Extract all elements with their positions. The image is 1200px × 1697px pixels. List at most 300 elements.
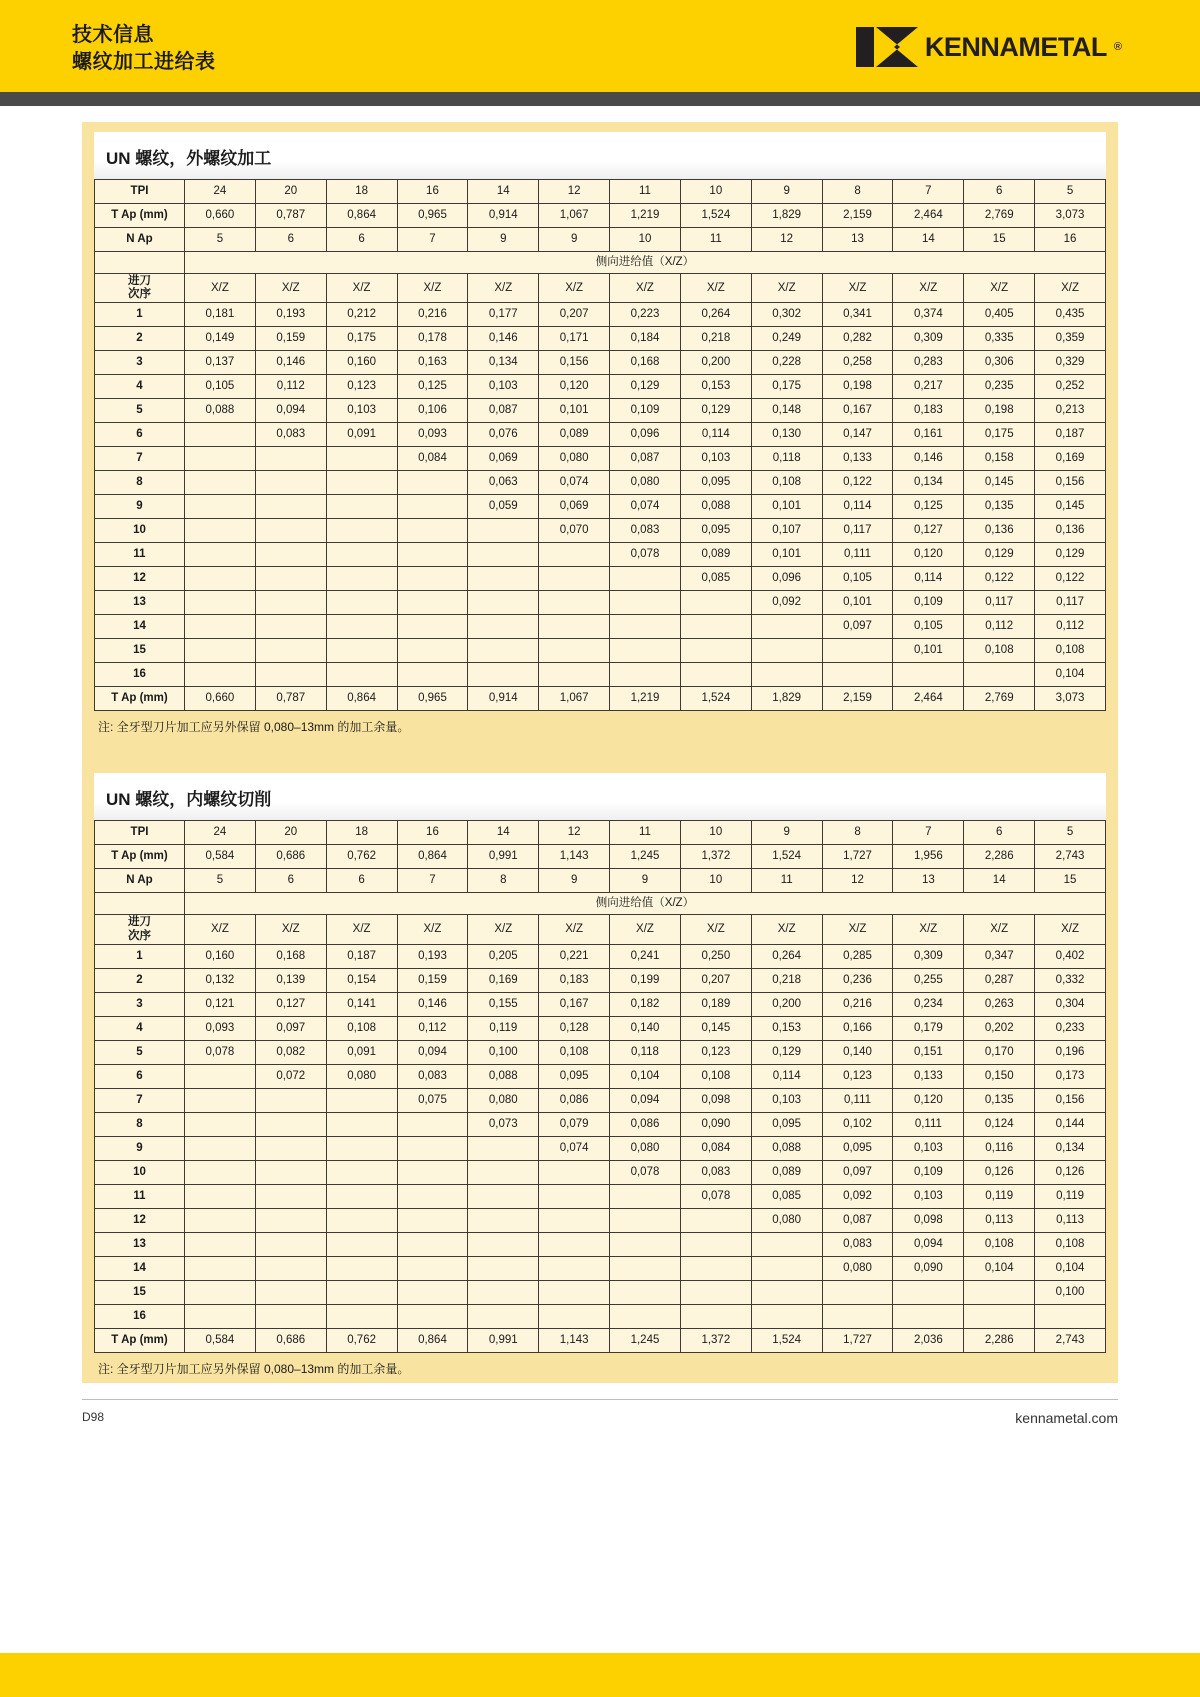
feed-value: 0,093 (397, 423, 468, 447)
feed-value: 0,114 (751, 1064, 822, 1088)
feed-value (468, 1304, 539, 1328)
feed-value: 0,128 (539, 1016, 610, 1040)
feed-value (539, 615, 610, 639)
pass-number: 16 (95, 1304, 185, 1328)
registered-trademark-icon: ® (1113, 41, 1122, 53)
feed-value: 0,089 (751, 1160, 822, 1184)
feed-value: 0,207 (680, 968, 751, 992)
table-row (95, 423, 1106, 447)
tap-value: 0,965 (397, 204, 468, 228)
feed-value (185, 1256, 256, 1280)
feed-value: 0,402 (1035, 944, 1106, 968)
feed-value (468, 591, 539, 615)
table-row (95, 519, 1106, 543)
tap-footer-value: 2,769 (964, 687, 1035, 711)
feed-value: 0,070 (539, 519, 610, 543)
tap-value: 1,067 (539, 204, 610, 228)
tap-footer-value: 1,727 (822, 1328, 893, 1352)
feed-value: 0,139 (255, 968, 326, 992)
xz-header: X/Z (185, 274, 256, 303)
tap-value: 0,660 (185, 204, 256, 228)
feed-value: 0,108 (326, 1016, 397, 1040)
feed-value: 0,149 (185, 327, 256, 351)
feed-value: 0,134 (468, 351, 539, 375)
feed-value (397, 567, 468, 591)
pass-number: 6 (95, 423, 185, 447)
tpi-value: 11 (610, 821, 681, 845)
tpi-value: 24 (185, 180, 256, 204)
feed-value: 0,200 (680, 351, 751, 375)
tap-footer-value: 0,914 (468, 687, 539, 711)
feed-value (397, 1304, 468, 1328)
feed-value (751, 1232, 822, 1256)
feed-value: 0,156 (1035, 471, 1106, 495)
nap-value: 9 (539, 869, 610, 893)
feed-value: 0,129 (680, 399, 751, 423)
feed-value: 0,347 (964, 944, 1035, 968)
row-tap (95, 204, 1106, 228)
feed-value: 0,146 (255, 351, 326, 375)
header-spacer (0, 106, 1200, 122)
feed-value: 0,168 (610, 351, 681, 375)
feed-value (751, 615, 822, 639)
xz-header: X/Z (893, 274, 964, 303)
tpi-value: 11 (610, 180, 681, 204)
feed-value (751, 1256, 822, 1280)
feed-value (680, 615, 751, 639)
table-row (95, 399, 1106, 423)
xz-header: X/Z (539, 274, 610, 303)
feed-value (185, 423, 256, 447)
feed-value (397, 1256, 468, 1280)
feed-value (822, 639, 893, 663)
table-row (95, 543, 1106, 567)
feed-value (255, 1136, 326, 1160)
feed-value: 0,083 (822, 1232, 893, 1256)
feed-value: 0,198 (964, 399, 1035, 423)
feed-value: 0,207 (539, 303, 610, 327)
feed-value: 0,111 (822, 1088, 893, 1112)
feed-value (822, 1280, 893, 1304)
tap-value: 0,787 (255, 204, 326, 228)
section-external-threading (82, 122, 1118, 741)
feed-value (326, 1304, 397, 1328)
feed-value: 0,241 (610, 944, 681, 968)
side-feed-label: 侧向进给值（X/Z） (185, 252, 1106, 274)
feed-value: 0,120 (893, 543, 964, 567)
xz-header: X/Z (751, 274, 822, 303)
tpi-value: 24 (185, 821, 256, 845)
feed-value: 0,147 (822, 423, 893, 447)
xz-header: X/Z (397, 274, 468, 303)
feed-value: 0,145 (1035, 495, 1106, 519)
feed-value (610, 639, 681, 663)
feed-value: 0,127 (255, 992, 326, 1016)
logo-wordmark: KENNAMETAL (924, 31, 1107, 62)
feed-value: 0,167 (822, 399, 893, 423)
label-pass-order: 进刀 次序 (95, 274, 185, 303)
pass-number: 12 (95, 567, 185, 591)
feed-value: 0,095 (539, 1064, 610, 1088)
tpi-value: 7 (893, 821, 964, 845)
tap-footer-value: 2,159 (822, 687, 893, 711)
nap-value: 11 (751, 869, 822, 893)
feed-value: 0,182 (610, 992, 681, 1016)
pass-number: 5 (95, 1040, 185, 1064)
feed-value: 0,167 (539, 992, 610, 1016)
feed-value (326, 1256, 397, 1280)
feed-value: 0,302 (751, 303, 822, 327)
feed-value: 0,098 (893, 1208, 964, 1232)
label-nap: N Ap (95, 869, 185, 893)
feed-value: 0,405 (964, 303, 1035, 327)
feed-value: 0,076 (468, 423, 539, 447)
feed-value (610, 663, 681, 687)
feed-value: 0,123 (680, 1040, 751, 1064)
feed-value: 0,250 (680, 944, 751, 968)
xz-header: X/Z (326, 915, 397, 944)
feed-value: 0,264 (680, 303, 751, 327)
feed-value (751, 1280, 822, 1304)
xz-header: X/Z (610, 915, 681, 944)
tap-value: 0,686 (255, 845, 326, 869)
feed-value (468, 1184, 539, 1208)
feed-value: 0,309 (893, 944, 964, 968)
feed-value: 0,304 (1035, 992, 1106, 1016)
feed-value: 0,159 (255, 327, 326, 351)
pass-number: 1 (95, 303, 185, 327)
tap-value: 1,245 (610, 845, 681, 869)
feed-value: 0,150 (964, 1064, 1035, 1088)
feed-value: 0,134 (893, 471, 964, 495)
feed-value (326, 1136, 397, 1160)
section1-title: UN 螺纹，外螺纹加工 (94, 132, 1106, 179)
label-tap: T Ap (mm) (95, 204, 185, 228)
feed-value (893, 1304, 964, 1328)
feed-value (680, 1232, 751, 1256)
tap-footer-value: 1,143 (539, 1328, 610, 1352)
nap-value: 6 (326, 869, 397, 893)
tap-footer-value: 1,245 (610, 1328, 681, 1352)
feed-value: 0,119 (468, 1016, 539, 1040)
section-internal-threading (82, 763, 1118, 1382)
feed-value: 0,106 (397, 399, 468, 423)
feed-value (610, 1304, 681, 1328)
feed-value (326, 471, 397, 495)
feed-value: 0,111 (893, 1112, 964, 1136)
feed-value: 0,117 (964, 591, 1035, 615)
feed-value (893, 663, 964, 687)
tap-footer-value: 1,372 (680, 1328, 751, 1352)
table-row (95, 447, 1106, 471)
xz-header: X/Z (255, 915, 326, 944)
feed-value: 0,140 (610, 1016, 681, 1040)
page-footer (0, 1383, 1200, 1441)
row-nap (95, 869, 1106, 893)
feed-value: 0,153 (751, 1016, 822, 1040)
feed-value: 0,114 (893, 567, 964, 591)
feed-value: 0,156 (1035, 1088, 1106, 1112)
feed-value: 0,129 (610, 375, 681, 399)
xz-header: X/Z (893, 915, 964, 944)
feed-value: 0,069 (468, 447, 539, 471)
tap-value: 1,219 (610, 204, 681, 228)
feed-value: 0,101 (822, 591, 893, 615)
feed-value (468, 567, 539, 591)
feed-value (468, 639, 539, 663)
tap-footer-value: 0,965 (397, 687, 468, 711)
pass-number: 3 (95, 351, 185, 375)
feed-value (610, 567, 681, 591)
xz-header: X/Z (468, 274, 539, 303)
external-threading-table (94, 179, 1106, 711)
pass-number: 6 (95, 1064, 185, 1088)
feed-value (255, 591, 326, 615)
tpi-value: 6 (964, 180, 1035, 204)
feed-value: 0,113 (1035, 1208, 1106, 1232)
feed-value: 0,101 (539, 399, 610, 423)
website-link[interactable]: kennametal.com (1015, 1409, 1118, 1426)
feed-value: 0,255 (893, 968, 964, 992)
feed-value (822, 1304, 893, 1328)
feed-value (610, 1232, 681, 1256)
table-row (95, 1112, 1106, 1136)
feed-value (255, 1304, 326, 1328)
feed-value: 0,187 (1035, 423, 1106, 447)
feed-value: 0,104 (964, 1256, 1035, 1280)
feed-value: 0,105 (822, 567, 893, 591)
feed-value: 0,205 (468, 944, 539, 968)
feed-value (610, 1208, 681, 1232)
feed-value: 0,119 (964, 1184, 1035, 1208)
feed-value (255, 1232, 326, 1256)
feed-value (255, 663, 326, 687)
feed-value: 0,177 (468, 303, 539, 327)
feed-value: 0,159 (397, 968, 468, 992)
feed-value (255, 543, 326, 567)
feed-value: 0,090 (680, 1112, 751, 1136)
feed-value: 0,163 (397, 351, 468, 375)
feed-value: 0,135 (964, 495, 1035, 519)
nap-value: 13 (893, 869, 964, 893)
feed-value: 0,096 (751, 567, 822, 591)
tap-footer-value: 0,787 (255, 687, 326, 711)
feed-value: 0,137 (185, 351, 256, 375)
xz-header: X/Z (1035, 274, 1106, 303)
feed-value (680, 1256, 751, 1280)
feed-value: 0,151 (893, 1040, 964, 1064)
feed-value: 0,119 (1035, 1184, 1106, 1208)
table-row (95, 1160, 1106, 1184)
feed-value (964, 1280, 1035, 1304)
xz-header: X/Z (539, 915, 610, 944)
feed-value: 0,074 (539, 471, 610, 495)
feed-value: 0,080 (822, 1256, 893, 1280)
table-row (95, 1136, 1106, 1160)
feed-value: 0,103 (751, 1088, 822, 1112)
table-row (95, 1184, 1106, 1208)
feed-value (326, 495, 397, 519)
feed-value: 0,121 (185, 992, 256, 1016)
tap-value: 0,914 (468, 204, 539, 228)
nap-value: 11 (680, 228, 751, 252)
feed-value: 0,097 (255, 1016, 326, 1040)
feed-value: 0,335 (964, 327, 1035, 351)
feed-value: 0,100 (468, 1040, 539, 1064)
table-row (95, 615, 1106, 639)
feed-value (326, 591, 397, 615)
feed-value: 0,097 (822, 1160, 893, 1184)
feed-value: 0,125 (397, 375, 468, 399)
feed-value: 0,080 (539, 447, 610, 471)
feed-value: 0,158 (964, 447, 1035, 471)
table-row (95, 639, 1106, 663)
feed-value: 0,125 (893, 495, 964, 519)
tap-value: 1,524 (751, 845, 822, 869)
section2-title: UN 螺纹，内螺纹切削 (94, 773, 1106, 820)
feed-value (539, 1232, 610, 1256)
feed-value (397, 663, 468, 687)
feed-value: 0,173 (1035, 1064, 1106, 1088)
feed-value (255, 447, 326, 471)
table-row (95, 1040, 1106, 1064)
feed-value: 0,141 (326, 992, 397, 1016)
tap-value: 0,864 (326, 204, 397, 228)
feed-value (610, 591, 681, 615)
feed-value: 0,086 (610, 1112, 681, 1136)
section2-note: 注: 全牙型刀片加工应另外保留 0,080–13mm 的加工余量。 (98, 1361, 410, 1376)
feed-value: 0,104 (610, 1064, 681, 1088)
feed-value (539, 1304, 610, 1328)
tpi-value: 10 (680, 180, 751, 204)
tpi-value: 16 (397, 821, 468, 845)
feed-value: 0,144 (1035, 1112, 1106, 1136)
feed-value (185, 1208, 256, 1232)
feed-value: 0,166 (822, 1016, 893, 1040)
feed-value: 0,117 (822, 519, 893, 543)
feed-value: 0,108 (1035, 1232, 1106, 1256)
feed-value (397, 591, 468, 615)
xz-header: X/Z (610, 274, 681, 303)
feed-value: 0,082 (255, 1040, 326, 1064)
feed-value: 0,122 (822, 471, 893, 495)
feed-value (468, 1208, 539, 1232)
feed-value: 0,122 (1035, 567, 1106, 591)
feed-value (397, 1280, 468, 1304)
tap-footer-value: 2,036 (893, 1328, 964, 1352)
page-header (0, 0, 1200, 92)
feed-value: 0,078 (610, 543, 681, 567)
kennametal-logo (856, 27, 1122, 67)
feed-value: 0,170 (964, 1040, 1035, 1064)
pass-number: 4 (95, 1016, 185, 1040)
feed-value: 0,175 (326, 327, 397, 351)
feed-value: 0,088 (680, 495, 751, 519)
feed-value: 0,080 (610, 1136, 681, 1160)
feed-value: 0,168 (255, 944, 326, 968)
feed-value: 0,189 (680, 992, 751, 1016)
feed-value (397, 1208, 468, 1232)
feed-value (680, 639, 751, 663)
feed-value: 0,228 (751, 351, 822, 375)
feed-value: 0,103 (893, 1136, 964, 1160)
row-nap (95, 228, 1106, 252)
feed-value: 0,258 (822, 351, 893, 375)
table-row (95, 1016, 1106, 1040)
feed-value: 0,104 (1035, 1256, 1106, 1280)
footer-rule (82, 1399, 1118, 1400)
table-row (95, 992, 1106, 1016)
tap-value: 1,829 (751, 204, 822, 228)
feed-value: 0,309 (893, 327, 964, 351)
feed-value: 0,108 (539, 1040, 610, 1064)
table-row (95, 968, 1106, 992)
feed-value (610, 615, 681, 639)
feed-value: 0,074 (539, 1136, 610, 1160)
feed-value (326, 519, 397, 543)
feed-value: 0,103 (326, 399, 397, 423)
tap-footer-value: 1,067 (539, 687, 610, 711)
feed-value: 0,200 (751, 992, 822, 1016)
feed-value: 0,184 (610, 327, 681, 351)
feed-value: 0,199 (610, 968, 681, 992)
feed-value (610, 1184, 681, 1208)
feed-value (468, 1136, 539, 1160)
tap-footer-value: 0,762 (326, 1328, 397, 1352)
feed-value: 0,117 (1035, 591, 1106, 615)
feed-value (680, 591, 751, 615)
label-tpi: TPI (95, 180, 185, 204)
tap-value: 0,762 (326, 845, 397, 869)
feed-value: 0,072 (255, 1064, 326, 1088)
feed-value (751, 663, 822, 687)
feed-value: 0,123 (326, 375, 397, 399)
feed-value: 0,109 (893, 1160, 964, 1184)
pass-number: 7 (95, 1088, 185, 1112)
feed-value (255, 639, 326, 663)
feed-value: 0,120 (893, 1088, 964, 1112)
feed-value: 0,101 (751, 543, 822, 567)
feed-value: 0,116 (964, 1136, 1035, 1160)
feed-value (185, 447, 256, 471)
feed-value: 0,080 (326, 1064, 397, 1088)
feed-value (610, 1256, 681, 1280)
section-divider (82, 741, 1118, 763)
feed-value: 0,114 (822, 495, 893, 519)
tap-value: 1,956 (893, 845, 964, 869)
feed-value: 0,133 (893, 1064, 964, 1088)
feed-value (255, 1088, 326, 1112)
feed-value: 0,112 (964, 615, 1035, 639)
feed-value (751, 1304, 822, 1328)
feed-value: 0,097 (822, 615, 893, 639)
feed-value: 0,094 (610, 1088, 681, 1112)
feed-value (539, 543, 610, 567)
feed-value (185, 663, 256, 687)
page-title: 技术信息 (72, 24, 154, 46)
tap-footer-value: 1,219 (610, 687, 681, 711)
row-side-feed-header (95, 252, 1106, 274)
feed-value: 0,169 (1035, 447, 1106, 471)
table-row (95, 351, 1106, 375)
feed-value: 0,088 (751, 1136, 822, 1160)
tap-footer-value: 0,584 (185, 1328, 256, 1352)
nap-value: 6 (255, 228, 326, 252)
internal-threading-table (94, 820, 1106, 1352)
feed-value: 0,108 (1035, 639, 1106, 663)
feed-value: 0,175 (751, 375, 822, 399)
nap-value: 13 (822, 228, 893, 252)
